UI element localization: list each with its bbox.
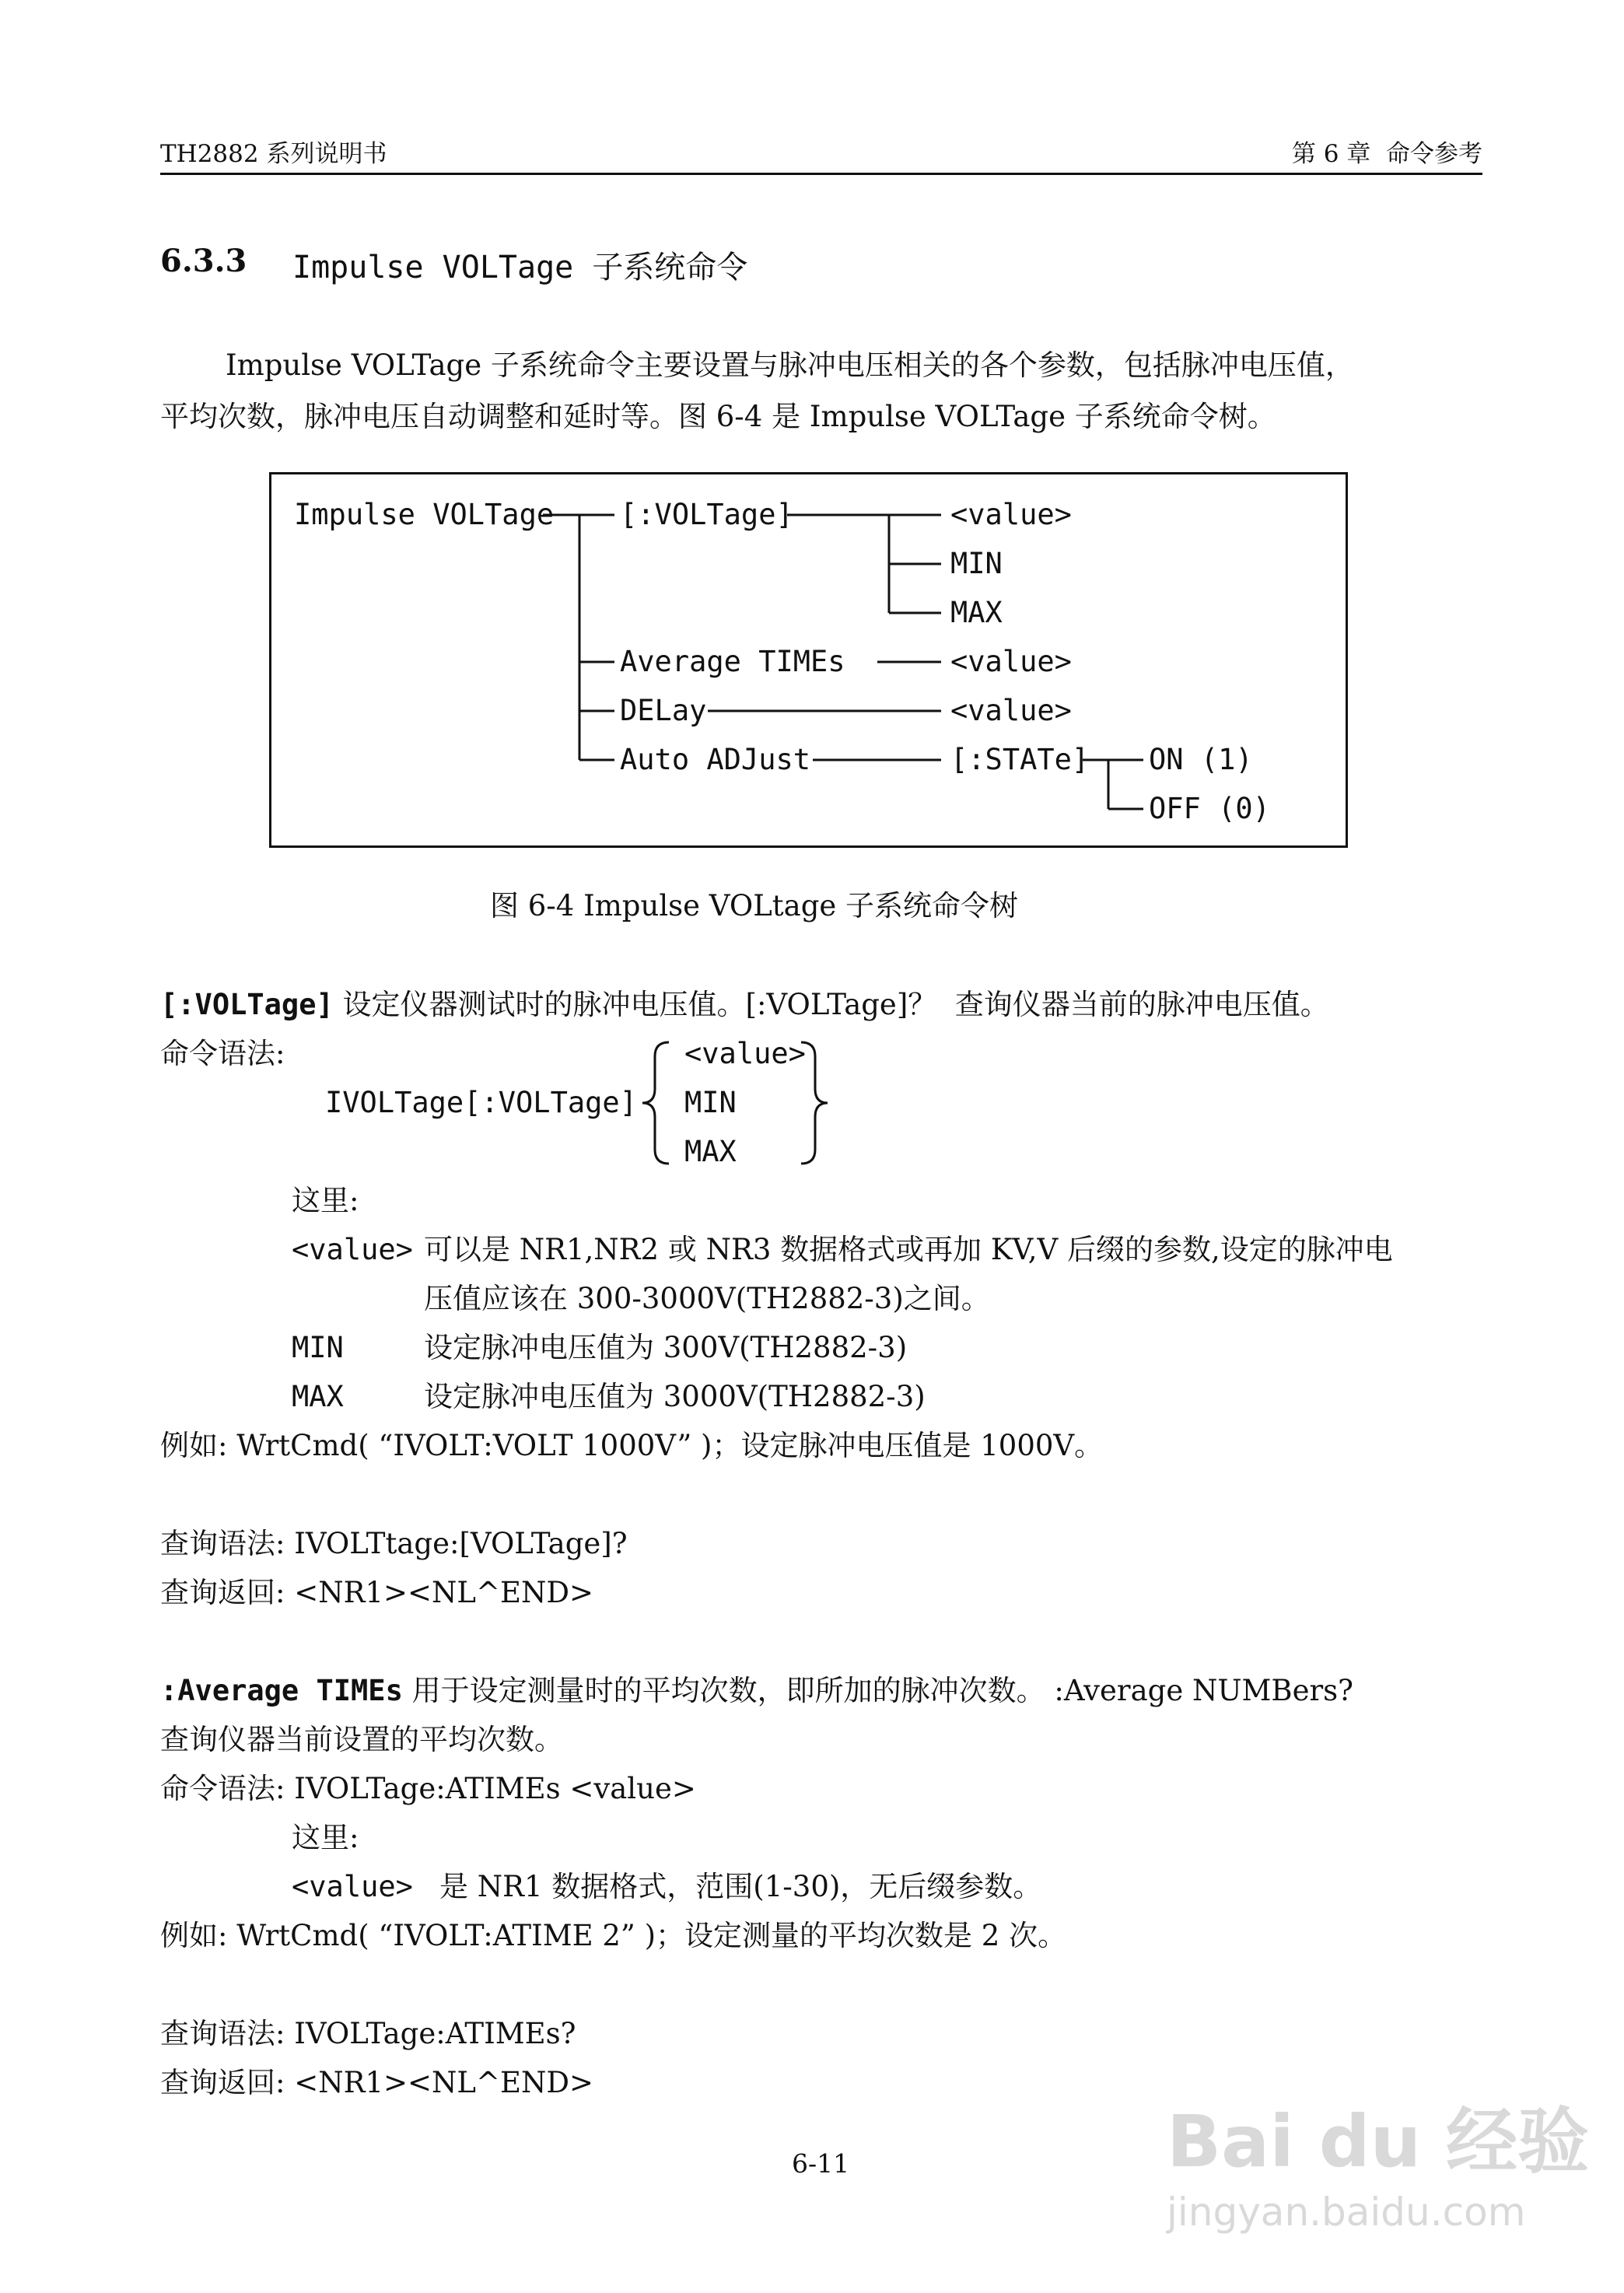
tree-delay-value: <value> xyxy=(950,694,1072,727)
tree-average-value: <value> xyxy=(950,645,1072,678)
voltage-param-value-text-2: 压值应该在 300-3000V(TH2882-3)之间。 xyxy=(424,1282,990,1315)
header-right: 第 6 章 命令参考 xyxy=(1291,140,1482,168)
watermark-logo: Bai du 经验 xyxy=(1167,2100,1590,2183)
tree-voltage-min: MIN xyxy=(950,547,1003,580)
voltage-param-value-text-1: 可以是 NR1,NR2 或 NR3 数据格式或再加 KV,V 后缀的参数,设定的脉冲电 xyxy=(424,1233,1393,1266)
header-left: TH2882 系列说明书 xyxy=(160,140,387,168)
page-number: 6-11 xyxy=(792,2148,850,2179)
avg-query-return: 查询返回: <NR1><NL^END> xyxy=(160,2066,594,2099)
tree-voltage-max: MAX xyxy=(950,596,1003,629)
voltage-syntax-label: 命令语法: xyxy=(160,1037,285,1070)
avg-example: 例如: WrtCmd( “IVOLT:ATIME 2” )；设定测量的平均次数是 2 次。 xyxy=(160,1919,1067,1952)
voltage-example: 例如: WrtCmd( “IVOLT:VOLT 1000V” )；设定脉冲电压值是 1000V。 xyxy=(160,1429,1104,1462)
intro-line-1: Impulse VOLTage 子系统命令主要设置与脉冲电压相关的各个参数，包括脉冲电压值， xyxy=(226,348,1354,382)
tree-state-on: ON (1) xyxy=(1149,743,1253,776)
avg-desc-2: 查询仪器当前设置的平均次数。 xyxy=(160,1723,563,1756)
voltage-desc-cmd: [:VOLTage] xyxy=(160,988,334,1021)
tree-state: [:STATe] xyxy=(950,743,1090,776)
avg-param-value-key: <value> xyxy=(292,1870,413,1903)
voltage-param-max-key: MAX xyxy=(292,1380,344,1413)
voltage-query-syntax: 查询语法: IVOLTtage:[VOLTage]? xyxy=(160,1527,628,1560)
voltage-syntax: IVOLTage[:VOLTage] xyxy=(325,1086,637,1119)
voltage-param-min-key: MIN xyxy=(292,1331,344,1364)
figure-caption: 图 6-4 Impulse VOLtage 子系统命令树 xyxy=(490,889,1019,922)
tree-root: Impulse VOLTage xyxy=(294,498,555,531)
tree-state-off: OFF (0) xyxy=(1149,792,1270,825)
tree-auto-adjust: Auto ADJust xyxy=(620,743,811,776)
intro-line-2: 平均次数，脉冲电压自动调整和延时等。图 6-4 是 Impulse VOLTage 子系统命令树。 xyxy=(160,400,1276,433)
voltage-param-max-text: 设定脉冲电压值为 3000V(TH2882-3) xyxy=(424,1380,926,1413)
avg-desc xyxy=(160,1674,1353,1708)
avg-query-syntax: 查询语法: IVOLTage:ATIMEs? xyxy=(160,2017,576,2050)
tree-voltage-value: <value> xyxy=(950,498,1072,531)
voltage-param-value-key: <value> xyxy=(292,1233,413,1266)
voltage-where: 这里: xyxy=(292,1184,359,1217)
section-title: Impulse VOLTage 子系统命令 xyxy=(292,250,748,285)
section-number: 6.3.3 xyxy=(160,243,247,279)
avg-syntax: 命令语法: IVOLTage:ATIMEs <value> xyxy=(160,1772,696,1805)
voltage-query-return: 查询返回: <NR1><NL^END> xyxy=(160,1576,594,1609)
tree-voltage: [:VOLTage] xyxy=(620,498,793,531)
voltage-option-min: MIN xyxy=(684,1086,737,1119)
tree-average-times: Average TIMEs xyxy=(620,645,845,678)
voltage-option-max: MAX xyxy=(684,1135,737,1168)
avg-desc-text: 用于设定测量时的平均次数，即所加的脉冲次数。 :Average NUMBers? xyxy=(402,1674,1354,1707)
avg-where: 这里: xyxy=(292,1821,359,1854)
avg-param-value-text: 是 NR1 数据格式，范围(1-30)，无后缀参数。 xyxy=(439,1870,1042,1903)
tree-delay: DELay xyxy=(620,694,707,727)
avg-desc-cmd: :Average TIMEs xyxy=(160,1674,403,1707)
watermark-url: jingyan.baidu.com xyxy=(1167,2190,1526,2235)
voltage-param-min-text: 设定脉冲电压值为 300V(TH2882-3) xyxy=(424,1331,908,1364)
voltage-option-value: <value> xyxy=(684,1037,806,1070)
voltage-desc-text: 设定仪器测试时的脉冲电压值。[:VOLTage]？ 查询仪器当前的脉冲电压值。 xyxy=(333,988,1329,1021)
